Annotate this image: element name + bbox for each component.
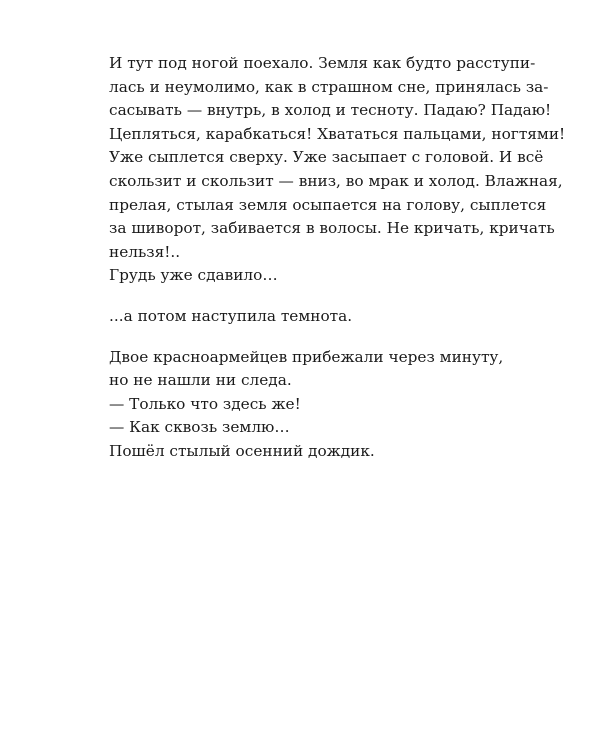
text-line: Цепляться, карабкаться! Хвататься пальцами, ногтями! (109, 124, 566, 143)
text-line: но не нашли ни следа. (109, 371, 292, 390)
text-line: Уже сыплется сверху. Уже засыпает с головой. И всё (109, 148, 544, 167)
text-line: скользит и скользит — вниз, во мрак и холод. Влажная, (109, 171, 563, 190)
text-line: лась и неумолимо, как в страшном сне, принялась за- (109, 77, 549, 96)
text-line: ...а потом наступила темнота. (109, 306, 353, 325)
text-line: за шиворот, забивается в волосы. Не кричать, кричать (109, 219, 555, 238)
text-line: Грудь уже сдавило… (109, 266, 278, 285)
text-line: сасывать — внутрь, в холод и тесноту. Падаю? Падаю! (109, 101, 552, 120)
text-line: — Как сквозь землю… (109, 418, 290, 437)
book-page-text (90, 52, 566, 464)
paragraph-6 (90, 416, 501, 440)
paragraph-2 (90, 264, 501, 288)
text-line: прелая, стылая земля осыпается на голову, сыплется (109, 195, 547, 214)
paragraph-1 (90, 52, 566, 264)
text-line: Двое красноармейцев прибежали через минуту, (109, 347, 504, 366)
text-line: — Только что здесь же! (109, 394, 301, 413)
paragraph-3 (90, 305, 501, 329)
text-line: И тут под ногой поехало. Земля как будто расступи- (109, 54, 536, 72)
paragraph-5 (90, 393, 501, 417)
paragraph-7 (90, 440, 501, 464)
text-line: Пошёл стылый осенний дождик. (109, 441, 375, 460)
paragraph-4 (90, 346, 504, 393)
text-line: нельзя!.. (109, 242, 181, 261)
